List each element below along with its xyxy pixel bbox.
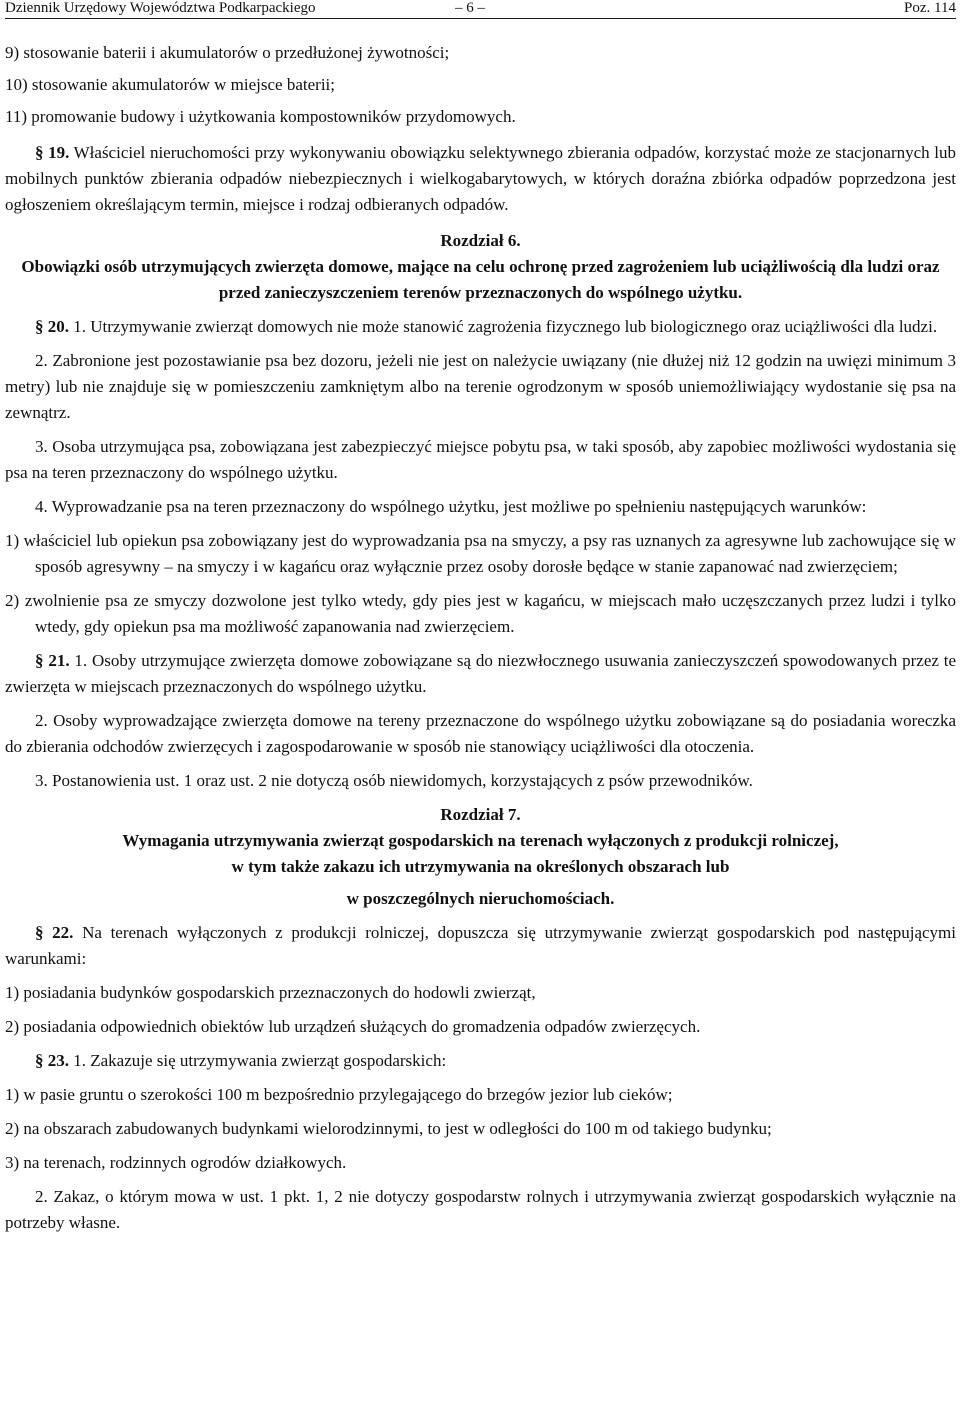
paragraph-19 (5, 140, 956, 218)
page-number: – 6 – (455, 0, 485, 16)
chapter-7-title-line-3: w poszczególnych nieruchomościach. (346, 889, 615, 908)
section-text: 1. Osoby utrzymujące zwierzęta domowe zobowiązane są do niezwłocznego usuwania zanieczyszczeń spowodowanych przez te zwierzęta w miejscach przeznaczonych do wspólnego użytku. (5, 651, 957, 696)
document-body (5, 40, 956, 1236)
paragraph-number: § 21. (35, 651, 70, 670)
paragraph-20-point-2: 2) zwolnienie psa ze smyczy dozwolone jest tylko wtedy, gdy pies jest w kagańcu, w miejscach mało uczęszczanych przez ludzi i tylko wtedy, gdy opiekun psa ma możliwość zapanowania nad zwierzęciem. (5, 591, 956, 636)
section-text: 1. Utrzymywanie zwierząt domowych nie może stanowić zagrożenia fizycznego lub biologicznego oraz uciążliwości dla ludzi. (73, 317, 938, 336)
paragraph-20-section-4: 4. Wyprowadzanie psa na teren przeznaczony do wspólnego użytku, jest możliwe po spełnieniu następujących warunków: (35, 497, 867, 516)
paragraph-text: Właściciel nieruchomości przy wykonywaniu obowiązku selektywnego zbierania odpadów, korzystać może ze stacjonarnych lub mobilnych punktów zbierania odpadów niebezpiecznych i wielkogabarytowych, w których doraźna zbiórka odpadów poprzedzona jest ogłoszeniem określającym termin, miejsce i rodzaj odbieranych odpadów. (5, 143, 956, 214)
paragraph-number: § 23. (35, 1051, 69, 1070)
list-item-9: 9) stosowanie baterii i akumulatorów o przedłużonej żywotności; (5, 43, 450, 62)
paragraph-20-section-3: 3. Osoba utrzymująca psa, zobowiązana jest zabezpieczyć miejsce pobytu psa, w taki sposób, aby zapobiec możliwości wydostania się psa na teren przeznaczony do wspólnego użytku. (5, 437, 956, 482)
paragraph-20-section-1 (5, 314, 956, 340)
paragraph-21-section-3: 3. Postanowienia ust. 1 oraz ust. 2 nie dotyczą osób niewidomych, korzystających z psów przewodników. (35, 771, 753, 790)
paragraph-number: § 20. (35, 317, 69, 336)
paragraph-22-point-1: 1) posiadania budynków gospodarskich przeznaczonych do hodowli zwierząt, (5, 983, 536, 1002)
position-number: Poz. 114 (904, 0, 956, 16)
paragraph-20-section-2: 2. Zabronione jest pozostawianie psa bez dozoru, jeżeli nie jest on należycie uwiązany (nie dłużej niż 12 godzin na uwięzi minimum 3 metry) lub nie znajduje się w pomieszczeniu zamkniętym albo na terenie ogrodzonym w sposób uniemożliwiający wydostanie się psa na zewnątrz. (5, 351, 956, 422)
paragraph-23-point-2: 2) na obszarach zabudowanych budynkami wielorodzinnymi, to jest w odległości do 100 m od takiego budynku; (5, 1119, 772, 1138)
list-item-11: 11) promowanie budowy i użytkowania kompostowników przydomowych. (5, 107, 516, 126)
paragraph-22-point-2: 2) posiadania odpowiednich obiektów lub urządzeń służących do gromadzenia odpadów zwierzęcych. (5, 1017, 701, 1036)
paragraph-21-section-1 (5, 648, 956, 700)
chapter-6-label: Rozdział 6. (440, 231, 521, 250)
paragraph-22 (5, 920, 956, 972)
paragraph-23-section-2: 2. Zakaz, o którym mowa w ust. 1 pkt. 1, 2 nie dotyczy gospodarstw rolnych i utrzymywania zwierząt gospodarskich wyłącznie na potrzeby własne. (5, 1187, 956, 1232)
paragraph-text: Na terenach wyłączonych z produkcji rolniczej, dopuszcza się utrzymywanie zwierząt gospodarskich pod następującymi warunkami: (5, 923, 957, 968)
paragraph-21-section-2: 2. Osoby wyprowadzające zwierzęta domowe na tereny przeznaczone do wspólnego użytku zobowiązane są do posiadania woreczka do zbierania odchodów zwierzęcych i zagospodarowanie w sposób nie stanowiący uciążliwości dla otoczenia. (5, 711, 956, 756)
publication-title: Dziennik Urzędowy Województwa Podkarpackiego (5, 0, 316, 16)
chapter-7-title-line-1: Wymagania utrzymywania zwierząt gospodarskich na terenach wyłączonych z produkcji rolniczej, (122, 831, 839, 850)
page-header (5, 0, 956, 19)
paragraph-number: § 19. (35, 143, 70, 162)
chapter-6-title: Obowiązki osób utrzymujących zwierzęta domowe, mające na celu ochronę przed zagrożeniem lub uciążliwością dla ludzi oraz przed zanieczyszczeniem terenów przeznaczonych do wspólnego użytku. (21, 257, 940, 302)
chapter-7-title-line-2: w tym także zakazu ich utrzymywania na określonych obszarach lub (231, 857, 730, 876)
section-text: 1. Zakazuje się utrzymywania zwierząt gospodarskich: (73, 1051, 447, 1070)
chapter-7-label: Rozdział 7. (440, 805, 521, 824)
paragraph-23-point-3: 3) na terenach, rodzinnych ogrodów działkowych. (5, 1153, 347, 1172)
paragraph-23-section-1 (5, 1048, 956, 1074)
paragraph-20-point-1: 1) właściciel lub opiekun psa zobowiązany jest do wyprowadzania psa na smyczy, a psy ras uznanych za agresywne lub zachowujące się w sposób agresywny – na smyczy i w kagańcu oraz wyłącznie przez osoby dorosłe będące w stanie zapanować nad zwierzęciem; (5, 531, 956, 576)
paragraph-number: § 22. (35, 923, 74, 942)
list-item-10: 10) stosowanie akumulatorów w miejsce baterii; (5, 75, 335, 94)
paragraph-23-point-1: 1) w pasie gruntu o szerokości 100 m bezpośrednio przylegającego do brzegów jezior lub cieków; (5, 1085, 673, 1104)
